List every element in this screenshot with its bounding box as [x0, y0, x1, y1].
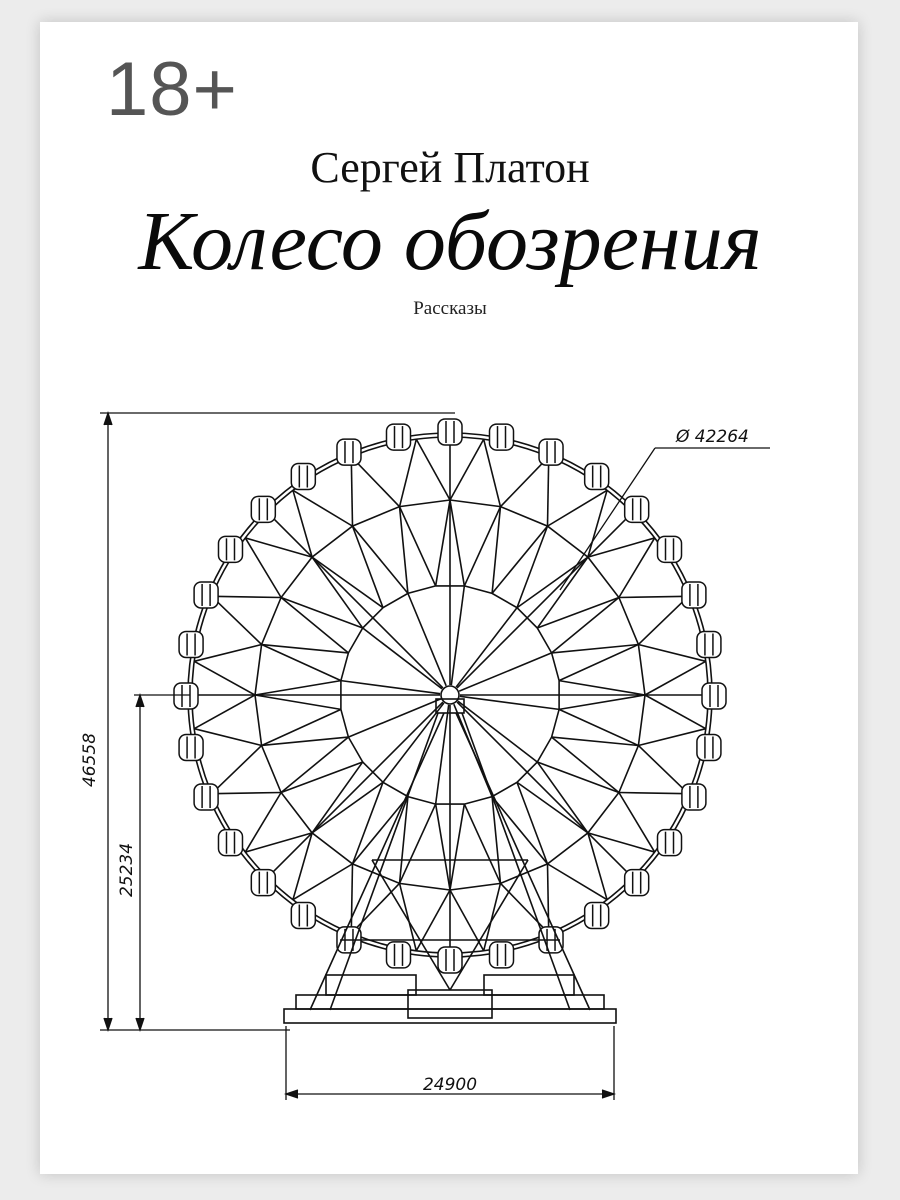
- truss: [460, 696, 559, 709]
- book-subtitle: Рассказы: [413, 298, 487, 319]
- truss: [351, 457, 352, 526]
- truss: [436, 705, 449, 804]
- gondola: [194, 784, 218, 810]
- truss: [458, 701, 537, 762]
- truss: [552, 598, 619, 653]
- gondola: [251, 870, 275, 896]
- truss: [436, 500, 450, 586]
- truss: [194, 661, 255, 695]
- gondola: [438, 419, 462, 445]
- truss: [400, 507, 436, 586]
- truss: [212, 596, 281, 597]
- truss: [416, 439, 450, 500]
- truss: [559, 681, 645, 695]
- truss: [619, 596, 688, 597]
- gondola: [174, 683, 198, 709]
- truss: [255, 681, 341, 695]
- truss: [645, 661, 706, 695]
- gondola: [218, 536, 242, 562]
- gondola: [682, 582, 706, 608]
- truss: [312, 557, 383, 608]
- truss: [400, 804, 436, 883]
- gondola: [291, 903, 315, 929]
- arrow: [136, 695, 144, 707]
- truss: [537, 762, 619, 793]
- support-leg: [310, 713, 444, 1010]
- truss: [451, 586, 464, 685]
- truss: [492, 507, 500, 594]
- age-rating: 18+: [106, 47, 238, 132]
- truss: [351, 883, 399, 933]
- axis-height-label: 25234: [117, 842, 137, 898]
- truss: [212, 745, 262, 793]
- foundation: [284, 1009, 616, 1023]
- gondola: [386, 942, 410, 968]
- truss: [312, 782, 383, 833]
- arrow: [104, 1018, 112, 1030]
- truss: [194, 695, 255, 729]
- book-title: Колесо обозрения: [138, 195, 762, 288]
- truss: [645, 695, 706, 729]
- truss: [552, 737, 619, 792]
- truss: [262, 645, 341, 681]
- arrow: [136, 1018, 144, 1030]
- gondola: [658, 830, 682, 856]
- truss: [281, 598, 363, 629]
- gondola: [625, 870, 649, 896]
- truss: [517, 526, 548, 608]
- diameter-label: Ø 42264: [676, 427, 749, 447]
- gondola: [625, 496, 649, 522]
- author-name: Сергей Платон: [310, 143, 590, 192]
- truss: [559, 709, 638, 745]
- truss: [363, 628, 442, 689]
- gondola: [697, 631, 721, 657]
- truss: [517, 782, 548, 864]
- gondola: [490, 424, 514, 450]
- arrow: [286, 1090, 298, 1098]
- gondola: [179, 735, 203, 761]
- truss: [262, 709, 341, 745]
- truss: [450, 439, 484, 500]
- arrow: [104, 413, 112, 425]
- base-width-label: 24900: [422, 1075, 478, 1095]
- truss: [638, 745, 688, 793]
- truss: [353, 526, 384, 608]
- truss: [341, 681, 440, 694]
- support-brace: [372, 860, 450, 990]
- truss: [312, 557, 363, 628]
- gondola: [585, 903, 609, 929]
- truss: [456, 608, 517, 687]
- truss: [559, 695, 645, 709]
- truss: [464, 507, 500, 586]
- total-height-label: 46558: [80, 732, 100, 788]
- truss: [450, 500, 464, 586]
- truss: [638, 596, 688, 644]
- truss: [194, 729, 261, 746]
- gondola: [585, 463, 609, 489]
- truss: [464, 804, 500, 883]
- truss: [500, 883, 548, 933]
- gondola: [386, 424, 410, 450]
- truss: [353, 526, 408, 593]
- truss: [353, 782, 384, 864]
- truss: [281, 598, 348, 653]
- gondola: [179, 631, 203, 657]
- gondola: [218, 830, 242, 856]
- support-leg: [462, 713, 570, 1010]
- gondola: [682, 784, 706, 810]
- truss: [400, 507, 408, 594]
- truss: [537, 557, 588, 628]
- gondola: [291, 463, 315, 489]
- truss: [492, 526, 547, 593]
- spoke: [268, 702, 443, 877]
- gondola: [697, 735, 721, 761]
- support-leg: [456, 713, 590, 1010]
- truss: [517, 782, 588, 833]
- truss: [450, 804, 464, 890]
- truss: [559, 645, 638, 681]
- truss: [194, 645, 261, 662]
- spoke: [457, 702, 632, 877]
- truss: [383, 703, 444, 782]
- gondola: [539, 439, 563, 465]
- truss: [548, 864, 549, 933]
- truss: [537, 762, 588, 833]
- gondola: [702, 683, 726, 709]
- truss: [281, 762, 363, 793]
- truss: [212, 596, 262, 644]
- support-brace: [450, 860, 528, 990]
- support-leg: [330, 713, 438, 1010]
- truss: [619, 793, 688, 794]
- arrow: [602, 1090, 614, 1098]
- truss: [262, 737, 349, 745]
- hub: [441, 686, 459, 704]
- gondola: [438, 947, 462, 973]
- gondola: [490, 942, 514, 968]
- truss: [255, 695, 341, 709]
- truss: [281, 737, 348, 792]
- truss: [638, 729, 705, 746]
- truss: [351, 864, 352, 933]
- truss: [548, 457, 549, 526]
- gondola: [658, 536, 682, 562]
- gondola: [251, 496, 275, 522]
- spoke: [457, 513, 632, 688]
- platform: [296, 995, 604, 1009]
- truss: [638, 645, 705, 662]
- gondola: [337, 439, 361, 465]
- truss: [212, 793, 281, 794]
- truss: [312, 762, 363, 833]
- truss: [537, 598, 619, 629]
- truss: [436, 804, 450, 890]
- gondola: [194, 582, 218, 608]
- truss: [552, 737, 639, 745]
- truss: [262, 645, 349, 653]
- truss: [552, 645, 639, 653]
- spoke: [268, 513, 443, 688]
